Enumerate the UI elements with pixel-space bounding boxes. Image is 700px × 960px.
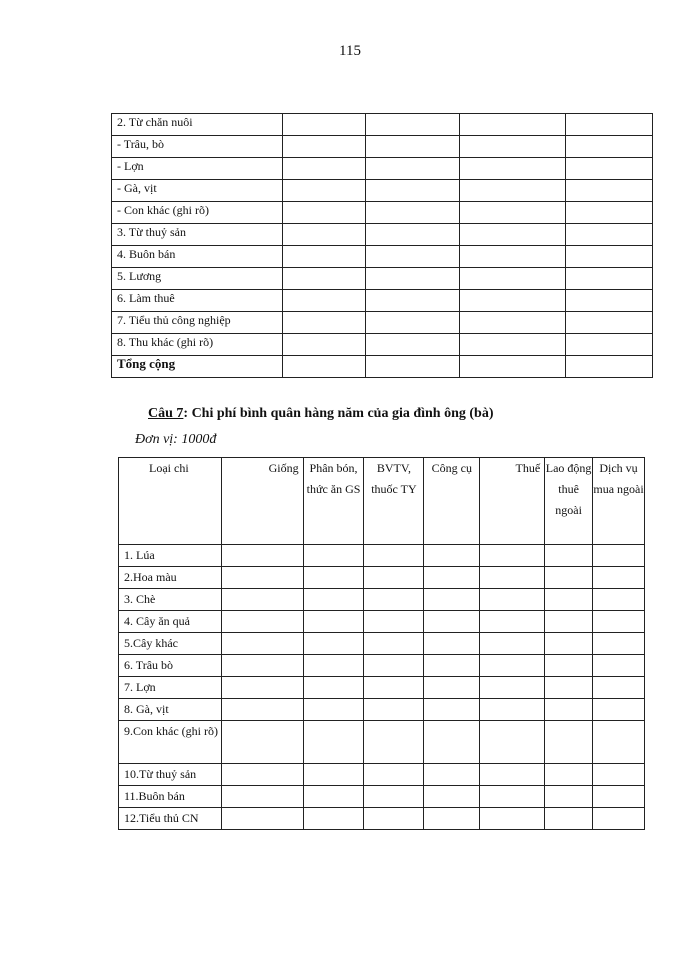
table-cell [303, 699, 364, 721]
table-cell [221, 721, 303, 764]
table-cell [480, 699, 545, 721]
table-cell [303, 589, 364, 611]
table-cell [593, 589, 645, 611]
column-header: BVTV, thuốc TY [364, 458, 424, 545]
table-cell [303, 545, 364, 567]
table-cell [364, 589, 424, 611]
row-label: 7. Lợn [119, 677, 222, 699]
table-cell [593, 764, 645, 786]
table-cell [282, 290, 365, 312]
table-cell [480, 677, 545, 699]
row-label: 6. Làm thuê [112, 290, 283, 312]
table-cell [303, 808, 364, 830]
table-row [119, 545, 645, 567]
row-label: 7. Tiểu thủ công nghiệp [112, 312, 283, 334]
table-cell [460, 312, 566, 334]
cost-table [118, 457, 645, 830]
column-header: Phân bón, thức ăn GS [303, 458, 364, 545]
table-cell [480, 589, 545, 611]
page-number: 115 [339, 43, 361, 59]
row-label: 5. Lương [112, 268, 283, 290]
table-cell [282, 114, 365, 136]
question-text: : Chi phí bình quân hàng năm của gia đình ông (bà) [183, 406, 494, 421]
table-row [119, 677, 645, 699]
table-cell [424, 567, 480, 589]
total-label: Tổng cộng [112, 356, 283, 378]
table-cell [282, 356, 365, 378]
table-cell [460, 114, 566, 136]
table-cell [221, 699, 303, 721]
income-table [111, 113, 653, 378]
table-cell [424, 764, 480, 786]
header-row [119, 458, 645, 545]
unit-label: Đơn vị: 1000đ [135, 432, 217, 447]
table-cell [282, 136, 365, 158]
table-cell [424, 633, 480, 655]
table-cell [364, 808, 424, 830]
table-cell [593, 721, 645, 764]
table-row [119, 567, 645, 589]
table-cell [480, 611, 545, 633]
table-row [112, 224, 653, 246]
table-cell [424, 655, 480, 677]
table-cell [545, 808, 593, 830]
row-label: 4. Cây ăn quả [119, 611, 222, 633]
table-cell [365, 246, 460, 268]
table-cell [593, 808, 645, 830]
table-cell [424, 808, 480, 830]
table-row [112, 268, 653, 290]
table-cell [460, 136, 566, 158]
table-cell [282, 312, 365, 334]
table-cell [480, 786, 545, 808]
table-cell [282, 268, 365, 290]
column-header: Lao động thuê ngoài [545, 458, 593, 545]
table-cell [365, 158, 460, 180]
table-cell [221, 633, 303, 655]
table-cell [364, 567, 424, 589]
table-cell [424, 699, 480, 721]
table-cell [364, 655, 424, 677]
row-label: - Lợn [112, 158, 283, 180]
table-cell [480, 545, 545, 567]
table-cell [365, 290, 460, 312]
table-cell [460, 334, 566, 356]
row-label: - Trâu, bò [112, 136, 283, 158]
table-cell [566, 136, 653, 158]
table-cell [566, 202, 653, 224]
table-cell [545, 567, 593, 589]
table-cell [460, 202, 566, 224]
table-cell [424, 786, 480, 808]
table-row [119, 786, 645, 808]
table-cell [365, 312, 460, 334]
column-header: Công cụ [424, 458, 480, 545]
table-cell [593, 786, 645, 808]
table-row [112, 158, 653, 180]
row-label: 6. Trâu bò [119, 655, 222, 677]
row-label: 12.Tiểu thủ CN [119, 808, 222, 830]
row-label: 3. Từ thuỷ sản [112, 224, 283, 246]
table-cell [221, 611, 303, 633]
table-cell [424, 611, 480, 633]
table-cell [282, 246, 365, 268]
row-label: - Gà, vịt [112, 180, 283, 202]
table-row [119, 655, 645, 677]
table-cell [593, 611, 645, 633]
table-cell [566, 290, 653, 312]
table-cell [364, 699, 424, 721]
column-header: Loại chi [119, 458, 222, 545]
table-row [112, 356, 653, 378]
table-cell [566, 180, 653, 202]
table-cell [364, 611, 424, 633]
table-cell [545, 589, 593, 611]
table-cell [303, 567, 364, 589]
row-label: 11.Buôn bán [119, 786, 222, 808]
column-header: Giống [221, 458, 303, 545]
row-label: 2.Hoa màu [119, 567, 222, 589]
table-row [119, 808, 645, 830]
table-cell [566, 158, 653, 180]
table-cell [364, 721, 424, 764]
table-cell [480, 655, 545, 677]
table-row [119, 611, 645, 633]
table-cell [460, 180, 566, 202]
table-row [112, 312, 653, 334]
table-cell [545, 721, 593, 764]
table-cell [221, 545, 303, 567]
table-cell [566, 246, 653, 268]
table-row [112, 290, 653, 312]
table-cell [593, 545, 645, 567]
table-row [119, 764, 645, 786]
table-cell [303, 677, 364, 699]
table-cell [424, 545, 480, 567]
table-cell [365, 268, 460, 290]
table-cell [221, 567, 303, 589]
table-cell [282, 224, 365, 246]
table-cell [282, 158, 365, 180]
table-row [112, 246, 653, 268]
table-cell [545, 786, 593, 808]
row-label: 8. Gà, vịt [119, 699, 222, 721]
table-cell [545, 764, 593, 786]
table-cell [365, 136, 460, 158]
table-cell [545, 699, 593, 721]
table-cell [282, 202, 365, 224]
table-cell [545, 655, 593, 677]
column-header: Thuế [480, 458, 545, 545]
table-row [112, 202, 653, 224]
table-cell [221, 764, 303, 786]
table-cell [424, 589, 480, 611]
table-cell [545, 677, 593, 699]
table-row [112, 114, 653, 136]
table-cell [364, 677, 424, 699]
table-row [112, 334, 653, 356]
table-cell [365, 114, 460, 136]
table-cell [221, 808, 303, 830]
table-cell [545, 633, 593, 655]
table-cell [282, 180, 365, 202]
table-row [119, 633, 645, 655]
table-cell [460, 158, 566, 180]
table-cell [365, 202, 460, 224]
row-label: 5.Cây khác [119, 633, 222, 655]
table-cell [593, 677, 645, 699]
row-label: 4. Buôn bán [112, 246, 283, 268]
table-cell [282, 334, 365, 356]
table-cell [303, 786, 364, 808]
row-label: - Con khác (ghi rõ) [112, 202, 283, 224]
table-cell [364, 786, 424, 808]
table-cell [566, 114, 653, 136]
table-cell [364, 633, 424, 655]
table-cell [593, 655, 645, 677]
table-cell [303, 633, 364, 655]
table-cell [424, 721, 480, 764]
table-cell [460, 356, 566, 378]
table-cell [566, 312, 653, 334]
table-cell [480, 764, 545, 786]
row-label: 2. Từ chăn nuôi [112, 114, 283, 136]
table-cell [593, 633, 645, 655]
table-cell [365, 356, 460, 378]
table-cell [566, 224, 653, 246]
question-number: Câu 7 [148, 406, 184, 421]
table-cell [365, 334, 460, 356]
table-row [119, 721, 645, 764]
table-cell [303, 655, 364, 677]
table-cell [365, 224, 460, 246]
table-cell [221, 677, 303, 699]
question-heading [148, 406, 493, 422]
table-cell [303, 764, 364, 786]
table-cell [424, 677, 480, 699]
table-row [119, 589, 645, 611]
table-cell [545, 611, 593, 633]
row-label: 9.Con khác (ghi rõ) [119, 721, 222, 764]
table-cell [545, 545, 593, 567]
table-cell [221, 786, 303, 808]
table-row [119, 699, 645, 721]
table-cell [460, 268, 566, 290]
row-label: 3. Chè [119, 589, 222, 611]
table-cell [566, 356, 653, 378]
table-cell [460, 246, 566, 268]
table-cell [221, 655, 303, 677]
table-row [112, 180, 653, 202]
column-header: Dịch vụ mua ngoài [593, 458, 645, 545]
table-cell [593, 699, 645, 721]
table-cell [365, 180, 460, 202]
table-cell [364, 545, 424, 567]
table-cell [460, 290, 566, 312]
table-cell [480, 633, 545, 655]
table-cell [593, 567, 645, 589]
table-cell [303, 721, 364, 764]
table-cell [480, 808, 545, 830]
table-cell [460, 224, 566, 246]
table-cell [566, 268, 653, 290]
row-label: 10.Từ thuỷ sản [119, 764, 222, 786]
table-cell [221, 589, 303, 611]
row-label: 1. Lúa [119, 545, 222, 567]
table-cell [480, 721, 545, 764]
row-label: 8. Thu khác (ghi rõ) [112, 334, 283, 356]
table-cell [303, 611, 364, 633]
table-cell [364, 764, 424, 786]
table-cell [566, 334, 653, 356]
table-cell [480, 567, 545, 589]
table-row [112, 136, 653, 158]
